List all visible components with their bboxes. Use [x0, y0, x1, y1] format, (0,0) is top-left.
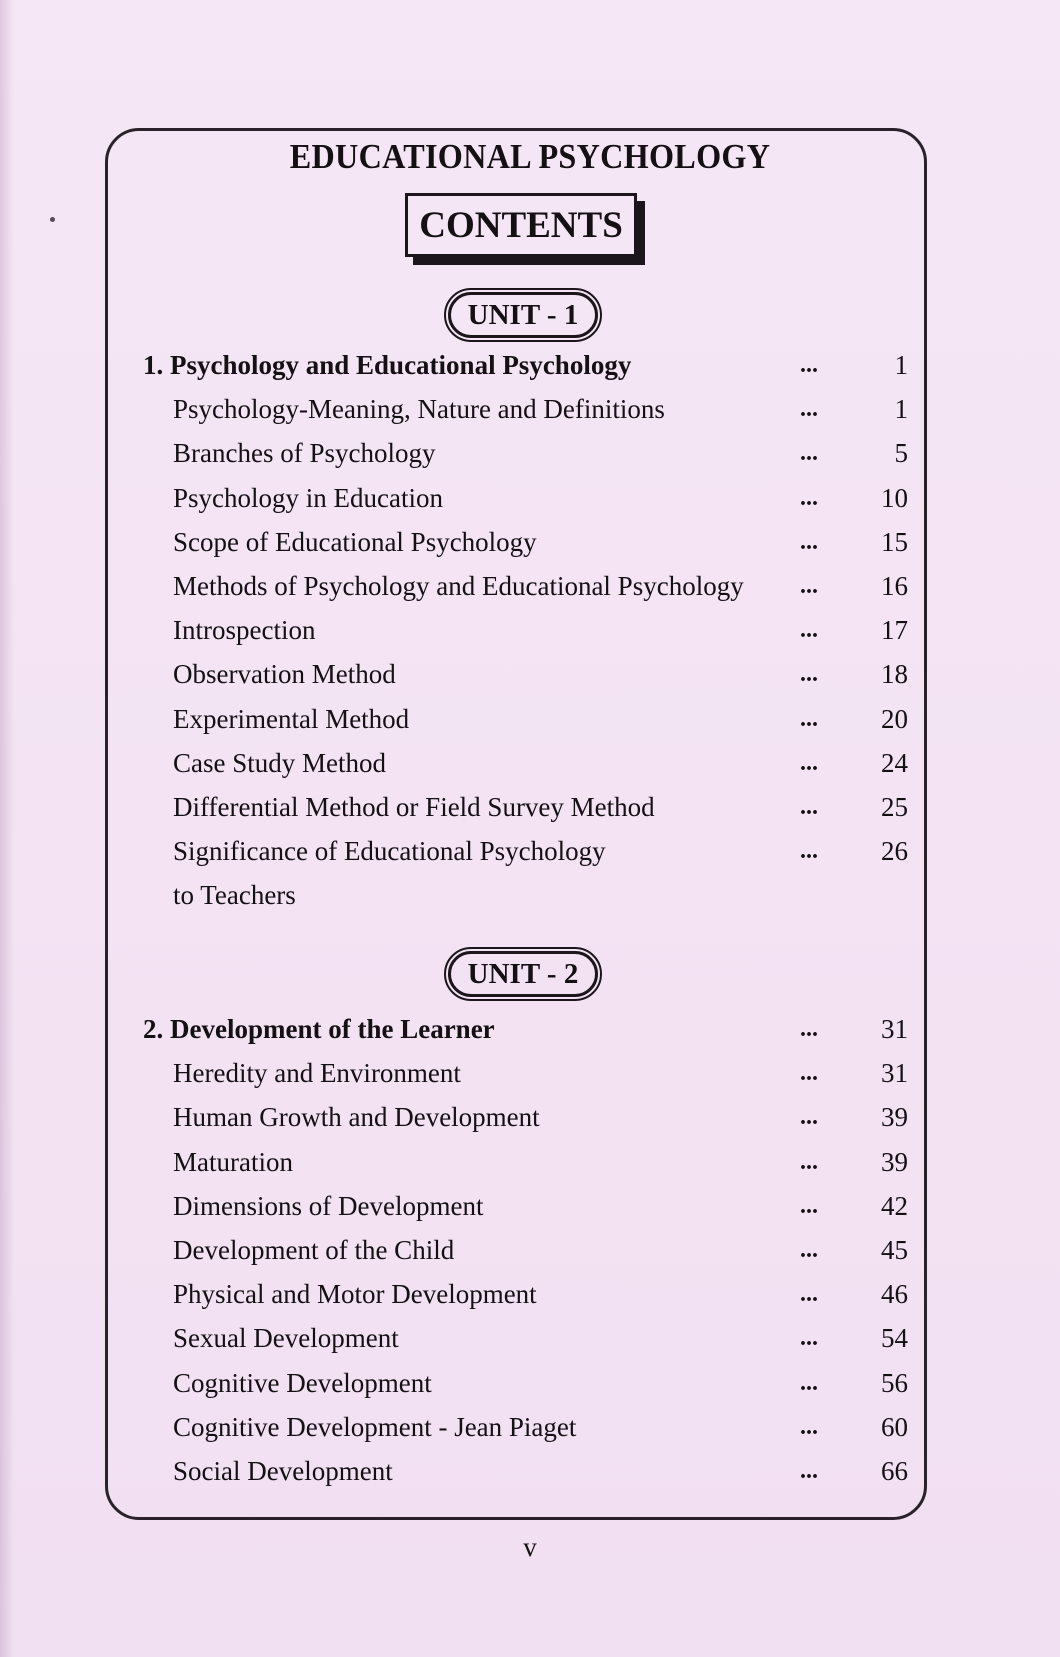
toc-leader-dots: ... — [800, 1369, 818, 1396]
toc-row — [0, 566, 1060, 606]
toc-row — [0, 389, 1060, 429]
page-number: v — [523, 1532, 537, 1562]
toc-row — [0, 1363, 1060, 1403]
unit-1-heading — [448, 292, 598, 338]
toc-page-number: 5 — [894, 438, 908, 469]
toc-page-number: 42 — [881, 1190, 908, 1221]
toc-leader-dots: ... — [800, 794, 818, 820]
toc-entry-title: Maturation — [173, 1146, 293, 1177]
toc-leader-dots: ... — [800, 1016, 818, 1042]
toc-page-number: 17 — [881, 615, 908, 646]
toc-leader-dots: ... — [800, 749, 818, 776]
toc-page-number: 39 — [881, 1102, 908, 1133]
toc-page-number: 31 — [881, 1014, 908, 1044]
toc-entry-title: Social Development — [173, 1456, 393, 1486]
toc-leader-dots: ... — [800, 528, 818, 555]
toc-page-number: 46 — [881, 1279, 908, 1310]
toc-page-number: 16 — [881, 571, 908, 601]
toc-entry-title: Psychology in Education — [173, 482, 443, 513]
toc-page-number: 26 — [881, 836, 908, 867]
toc-entry-title: Development of the Child — [173, 1235, 455, 1265]
contents-heading-label: CONTENTS — [419, 204, 623, 246]
toc-leader-dots: ... — [800, 661, 818, 688]
toc-row — [0, 699, 1060, 739]
toc-entry-title: Methods of Psychology and Educational Psychology — [173, 571, 744, 601]
toc-page-number: 56 — [881, 1367, 908, 1398]
toc-row — [0, 1230, 1060, 1270]
toc-leader-dots: ... — [800, 573, 818, 599]
toc-page-number: 20 — [881, 703, 908, 734]
toc-entry-title: Cognitive Development — [173, 1367, 432, 1398]
toc-page-number: 1 — [894, 350, 908, 380]
toc-entry-title: Significance of Educational Psychology — [173, 836, 606, 867]
toc-entry-title: to Teachers — [173, 880, 296, 911]
toc-leader-dots: ... — [800, 838, 818, 865]
toc-leader-dots: ... — [800, 484, 818, 511]
toc-leader-dots: ... — [800, 1104, 818, 1131]
toc-row — [0, 787, 1060, 827]
toc-row — [0, 654, 1060, 694]
contents-heading — [405, 193, 637, 257]
toc-entry-title: Experimental Method — [173, 703, 410, 734]
toc-page-number: 24 — [881, 747, 908, 778]
toc-leader-dots: ... — [800, 705, 818, 732]
toc-row — [0, 1097, 1060, 1137]
toc-row — [0, 610, 1060, 650]
toc-page-number: 66 — [881, 1456, 908, 1486]
toc-row — [0, 1451, 1060, 1491]
toc-leader-dots: ... — [800, 1413, 818, 1440]
toc-page-number: 15 — [881, 526, 908, 557]
toc-page-number: 31 — [881, 1058, 908, 1089]
toc-entry-title: Psychology-Meaning, Nature and Definitions — [173, 394, 665, 425]
chapter-title: 1. Psychology and Educational Psychology — [143, 350, 632, 380]
toc-row — [0, 478, 1060, 518]
toc-entry-title: Case Study Method — [173, 747, 386, 778]
unit-2-label: UNIT - 2 — [467, 957, 579, 990]
toc-row — [0, 1318, 1060, 1358]
toc-entry-title: Scope of Educational Psychology — [173, 526, 537, 557]
toc-entry-title: Differential Method or Field Survey Method — [173, 792, 655, 822]
toc-entry-title: Sexual Development — [173, 1323, 399, 1354]
toc-row — [0, 1053, 1060, 1093]
toc-leader-dots: ... — [800, 617, 818, 644]
toc-entry-title: Dimensions of Development — [173, 1190, 484, 1221]
unit-2-heading — [448, 951, 598, 997]
unit-1-label: UNIT - 1 — [467, 298, 579, 331]
toc-row — [0, 1142, 1060, 1182]
toc-row — [0, 1186, 1060, 1226]
toc-entry-title: Observation Method — [173, 659, 396, 690]
toc-page-number: 60 — [881, 1411, 908, 1442]
toc-page-number: 45 — [881, 1235, 908, 1265]
toc-leader-dots: ... — [800, 1192, 818, 1219]
toc-leader-dots: ... — [800, 396, 818, 423]
chapter-row — [0, 345, 1060, 385]
toc-row — [0, 875, 1060, 915]
toc-row — [0, 1274, 1060, 1314]
toc-leader-dots: ... — [800, 1060, 818, 1087]
toc-leader-dots: ... — [800, 440, 818, 467]
toc-leader-dots: ... — [800, 1281, 818, 1308]
toc-row — [0, 831, 1060, 871]
toc-row — [0, 433, 1060, 473]
toc-row — [0, 522, 1060, 562]
toc-leader-dots: ... — [800, 1458, 818, 1484]
toc-leader-dots: ... — [800, 1237, 818, 1263]
toc-entry-title: Branches of Psychology — [173, 438, 436, 469]
toc-entry-title: Human Growth and Development — [173, 1102, 540, 1133]
toc-leader-dots: ... — [800, 352, 818, 378]
toc-page-number: 1 — [894, 394, 908, 425]
toc-entry-title: Physical and Motor Development — [173, 1279, 537, 1310]
toc-leader-dots: ... — [800, 1148, 818, 1175]
toc-entry-title: Cognitive Development - Jean Piaget — [173, 1411, 577, 1442]
toc-row — [0, 743, 1060, 783]
book-title: EDUCATIONAL PSYCHOLOGY — [289, 137, 771, 176]
chapter-title: 2. Development of the Learner — [143, 1014, 495, 1044]
toc-row — [0, 1407, 1060, 1447]
toc-page-number: 54 — [881, 1323, 908, 1354]
chapter-row — [0, 1009, 1060, 1049]
toc-page-number: 18 — [881, 659, 908, 690]
toc-page-number: 39 — [881, 1146, 908, 1177]
toc-leader-dots: ... — [800, 1325, 818, 1352]
toc-page-number: 25 — [881, 792, 908, 822]
toc-entry-title: Heredity and Environment — [173, 1058, 461, 1089]
ink-speck — [50, 217, 55, 222]
toc-entry-title: Introspection — [173, 615, 316, 646]
toc-page-number: 10 — [881, 482, 908, 513]
